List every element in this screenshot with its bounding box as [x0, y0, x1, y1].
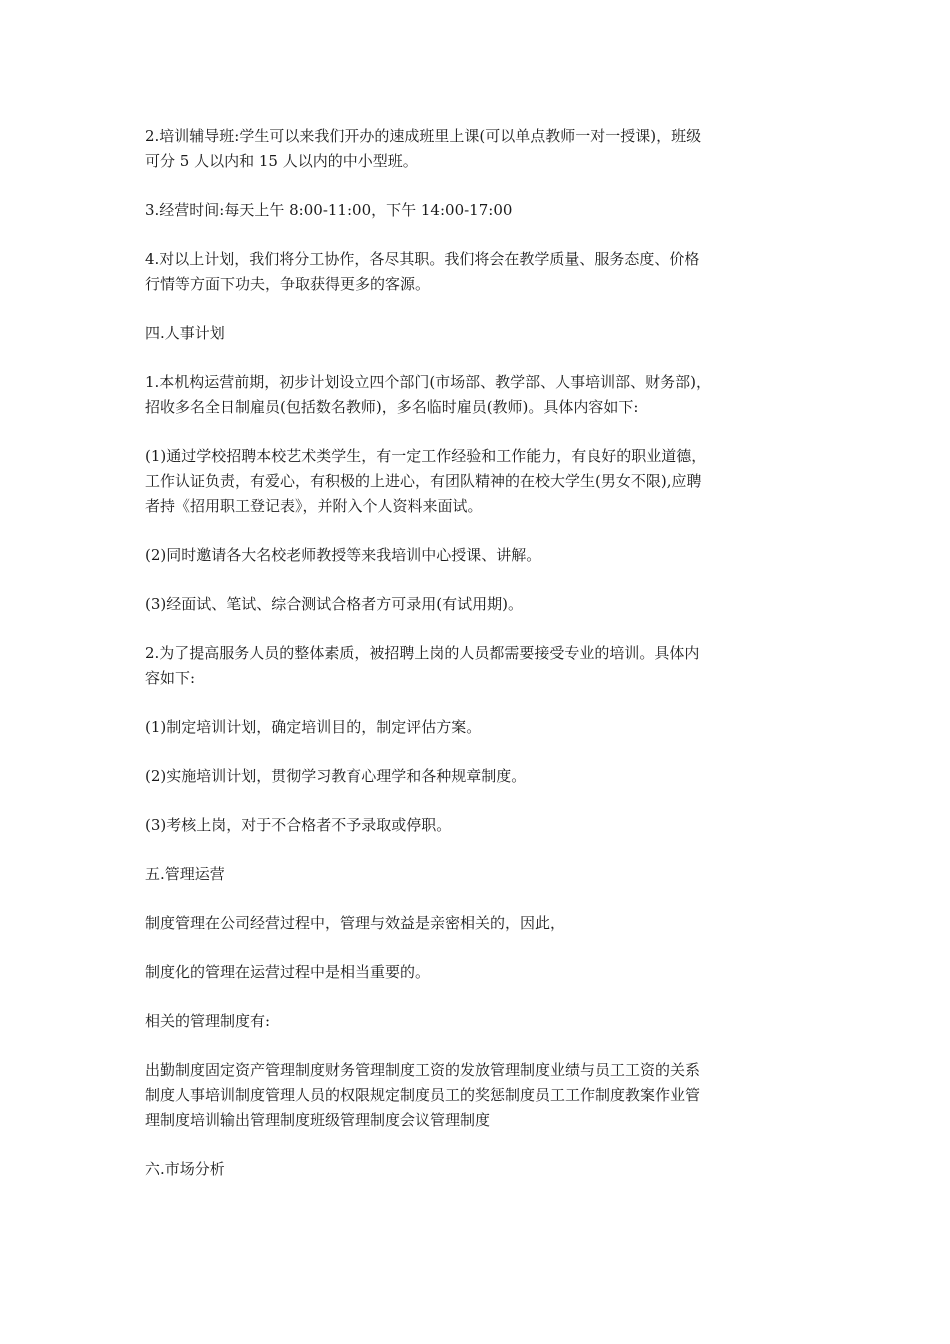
text-line: 2.培训辅导班:学生可以来我们开办的速成班里上课(可以单点教师一对一授课)，班级: [145, 127, 702, 145]
text-line: 出勤制度固定资产管理制度财务管理制度工资的发放管理制度业绩与员工工资的关系: [145, 1061, 701, 1079]
paragraph-training-intro: [145, 641, 810, 691]
paragraph-testing: [145, 592, 810, 617]
text-line: 可分 5 人以内和 15 人以内的中小型班。: [145, 152, 418, 170]
text-line: 制度人事培训制度管理人员的权限规定制度员工的奖惩制度员工工作制度教案作业管: [145, 1086, 701, 1104]
text-line: 招收多名全日制雇员(包括数名教师)，多名临时雇员(教师)。具体内容如下:: [145, 398, 639, 416]
text-line: 制度化的管理在运营过程中是相当重要的。: [145, 963, 431, 981]
text-line: 制度管理在公司经营过程中，管理与效益是亲密相关的，因此，: [145, 914, 566, 932]
text-line: 六.市场分析: [145, 1160, 225, 1178]
text-line: 理制度培训输出管理制度班级管理制度会议管理制度: [145, 1111, 491, 1129]
paragraph-recruit-students: [145, 444, 810, 519]
text-line: 2.为了提高服务人员的整体素质，被招聘上岗的人员都需要接受专业的培训。具体内: [145, 644, 700, 662]
text-line: 者持《招用职工登记表》，并附入个人资料来面试。: [145, 497, 483, 515]
paragraph-invite-teachers: [145, 543, 810, 568]
text-line: (1)通过学校招聘本校艺术类学生，有一定工作经验和工作能力，有良好的职业道德，: [145, 447, 707, 465]
section-heading-management: [145, 862, 810, 887]
text-line: 工作认证负责，有爱心，有积极的上进心，有团队精神的在校大学生(男女不限),应聘: [145, 472, 702, 490]
text-line: (3)经面试、笔试、综合测试合格者方可录用(有试用期)。: [145, 595, 523, 613]
text-line: 3.经营时间:每天上午 8:00-11:00，下午 14:00-17:00: [145, 201, 513, 219]
text-line: 4.对以上计划，我们将分工协作，各尽其职。我们将会在教学质量、服务态度、价格: [145, 250, 700, 268]
paragraph-business-hours: [145, 198, 810, 223]
text-line: 相关的管理制度有:: [145, 1012, 271, 1030]
document-body: [145, 124, 810, 1206]
text-line: 行情等方面下功夫，争取获得更多的客源。: [145, 275, 431, 293]
paragraph-division-of-labor: [145, 247, 810, 297]
text-line: (2)同时邀请各大名校老师教授等来我培训中心授课、讲解。: [145, 546, 542, 564]
text-line: 容如下:: [145, 669, 196, 687]
paragraph-departments: [145, 370, 810, 420]
paragraph-assessment: [145, 813, 810, 838]
text-line: 五.管理运营: [145, 865, 225, 883]
paragraph-related-systems-label: [145, 1009, 810, 1034]
text-line: 四.人事计划: [145, 324, 225, 342]
text-line: 1.本机构运营前期，初步计划设立四个部门(市场部、教学部、人事培训部、财务部)，: [145, 373, 712, 391]
section-heading-personnel-plan: [145, 321, 810, 346]
text-line: (3)考核上岗，对于不合格者不予录取或停职。: [145, 816, 452, 834]
text-line: (1)制定培训计划，确定培训目的，制定评估方案。: [145, 718, 482, 736]
paragraph-systems-list: [145, 1058, 810, 1133]
paragraph-implement-training: [145, 764, 810, 789]
text-line: (2)实施培训计划，贯彻学习教育心理学和各种规章制度。: [145, 767, 527, 785]
paragraph-training-plan: [145, 715, 810, 740]
paragraph-training-classes: [145, 124, 810, 174]
paragraph-management-intro: [145, 911, 810, 936]
section-heading-market-analysis: [145, 1157, 810, 1182]
paragraph-management-importance: [145, 960, 810, 985]
